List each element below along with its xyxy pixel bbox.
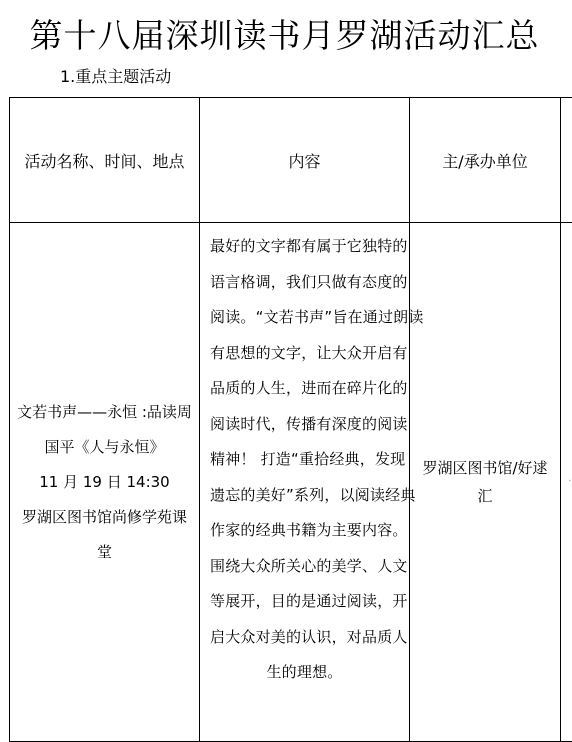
table-row — [10, 223, 572, 742]
activity-location-line: 堂 — [96, 542, 112, 561]
content-line: 阅读时代，传播有深度的阅读 — [210, 414, 408, 433]
document-title: 第十八届深圳读书月罗湖活动汇总 — [29, 16, 540, 55]
activity-table-container — [9, 97, 571, 737]
content-line: 启大众对美的认识，对品质人 — [210, 627, 408, 646]
header-content: 内容 — [200, 98, 410, 223]
extra-cell-mark: · — [568, 476, 572, 487]
activity-table — [9, 97, 572, 742]
header-name-time-location: 活动名称、时间、地点 — [10, 98, 200, 223]
content-line: 语言格调，我们只做有态度的 — [210, 272, 408, 291]
content-line: 等展开，目的是通过阅读，开 — [210, 592, 408, 610]
content-line: 围绕大众所关心的美学、人文 — [210, 556, 408, 575]
content-line: 生的理想。 — [266, 663, 343, 681]
content-line: 精神！ 打造“重拾经典，发现 — [210, 450, 406, 468]
extra-cell — [561, 223, 572, 742]
header-extra-cell — [561, 98, 572, 223]
section-heading: 1.重点主题活动 — [60, 67, 172, 86]
activity-content-cell — [200, 223, 424, 742]
content-line: 遗忘的美好”系列，以阅读经典 — [210, 485, 416, 504]
content-line: 作家的经典书籍为主要内容。 — [210, 521, 408, 539]
activity-name-cell — [10, 223, 200, 742]
organizer-cell — [410, 223, 561, 742]
activity-location-line: 罗湖区图书馆尚修学苑课 — [21, 507, 187, 526]
content-line: 有思想的文字，让大众开启有 — [210, 343, 408, 362]
header-organizer: 主/承办单位 — [410, 98, 561, 223]
activity-name-line: 国平《人与永恒》 — [44, 437, 165, 456]
content-line: 阅读。“文若书声”旨在通过朗读 — [210, 308, 424, 326]
content-line: 品质的人生，进而在碎片化的 — [210, 379, 408, 397]
organizer-line: 汇 — [477, 487, 493, 505]
activity-name-line: 文若书声——永恒 :品读周 — [17, 402, 192, 421]
content-line: 最好的文字都有属于它独特的 — [210, 237, 408, 255]
activity-time-line: 11 月 19 日 14:30 — [39, 472, 170, 491]
table-header-row — [10, 98, 572, 223]
organizer-line: 罗湖区图书馆/好逑 — [422, 459, 548, 477]
